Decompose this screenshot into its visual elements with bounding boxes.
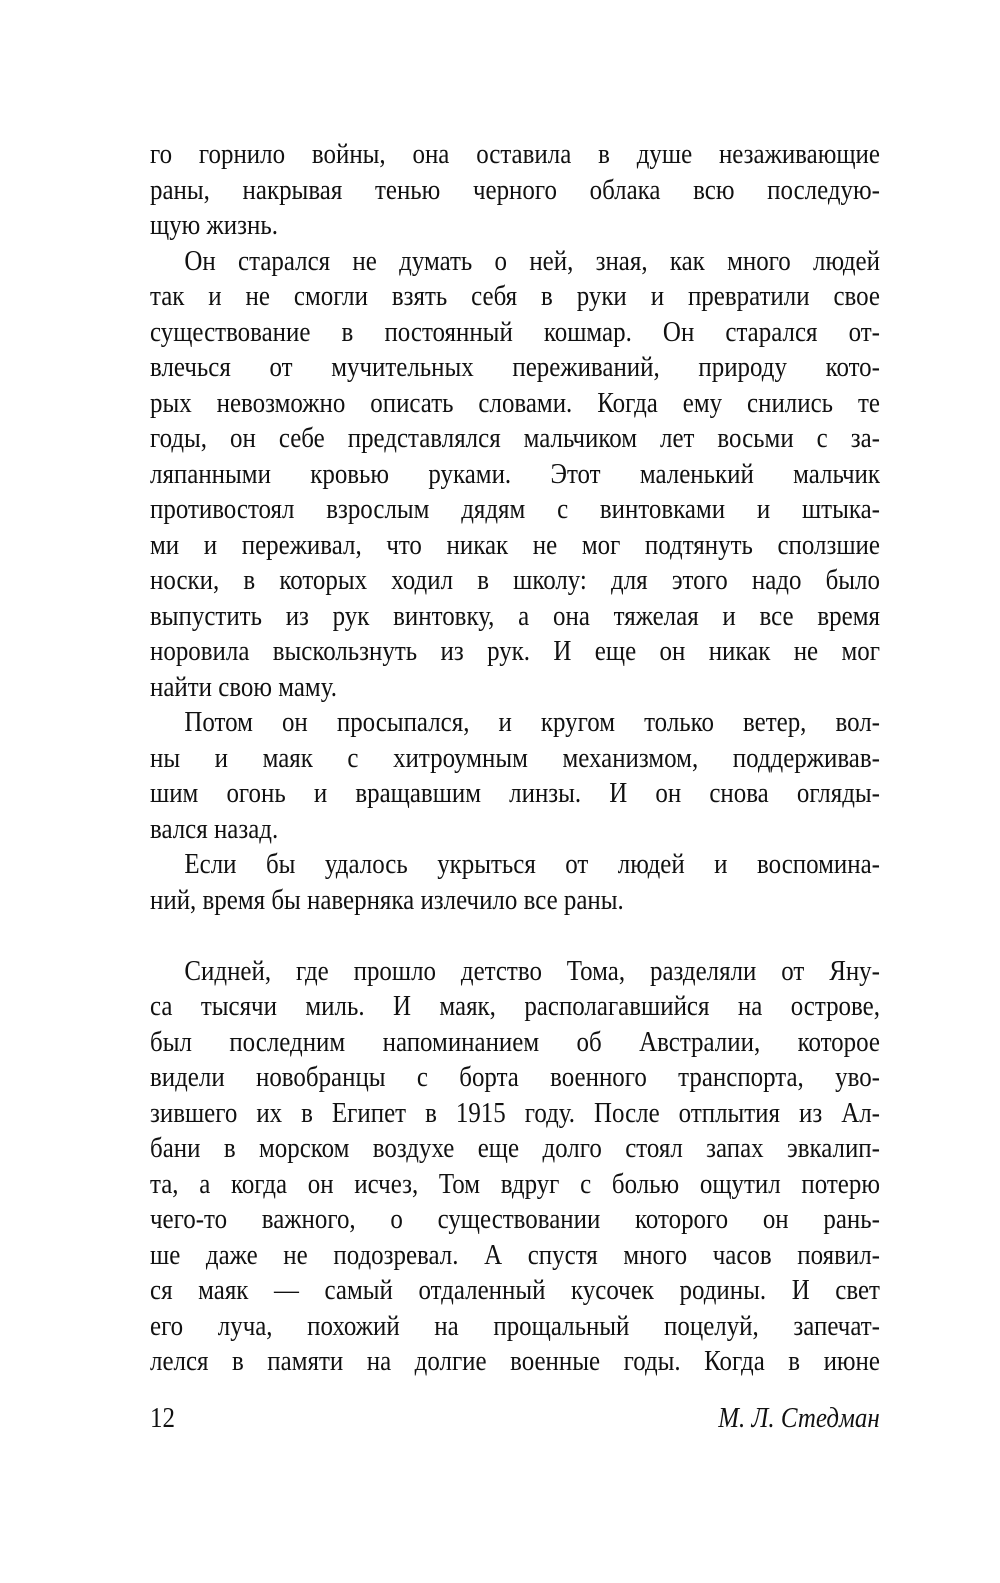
text-line: ляпанными кровью руками. Этот маленький мальчик <box>150 457 880 490</box>
text-line: рых невозможно описать словами. Когда ему снились те <box>150 386 880 419</box>
text-line: та, а когда он исчез, Том вдруг с болью ощутил потерю <box>150 1167 880 1200</box>
text-line: чего-то важного, о существовании которого он рань- <box>150 1203 880 1235</box>
text-line: зившего их в Египет в 1915 году. После отплытия из Ал- <box>150 1096 880 1129</box>
text-line: был последним напоминанием об Австралии, которое <box>150 1025 880 1058</box>
text-line: го горнило войны, она оставила в душе незаживающие <box>150 138 880 170</box>
text-line: ми и переживал, что никак не мог подтянуть сползшие <box>150 528 880 561</box>
text-line: выпустить из рук винтовку, а она тяжелая и все время <box>150 599 880 632</box>
text-line: существование в постоянный кошмар. Он старался от- <box>150 315 880 348</box>
page-body <box>150 137 880 1380</box>
page-number: 12 <box>150 1402 175 1434</box>
text-line: влечься от мучительных переживаний, природу кото- <box>150 351 880 383</box>
text-line: его луча, похожий на прощальный поцелуй, запечат- <box>150 1309 880 1342</box>
text-line: раны, накрывая тенью черного облака всю последую- <box>150 173 880 206</box>
text-line: лелся в памяти на долгие военные годы. Когда в июне <box>150 1345 880 1377</box>
paragraph-first-line: Потом он просыпался, и кругом только ветер, вол- <box>184 706 880 738</box>
text-line: вался назад. <box>150 812 279 845</box>
text-line: щую жизнь. <box>150 209 278 241</box>
text-line: бани в морском воздухе еще долго стоял запах эвкалип- <box>150 1132 880 1164</box>
text-line: найти свою маму. <box>150 670 337 703</box>
text-line: противостоял взрослым дядям с винтовками и штыка- <box>150 493 880 525</box>
text-line: так и не смогли взять себя в руки и превратили свое <box>150 280 880 312</box>
section-break <box>150 918 880 954</box>
paragraph-first-line: Он старался не думать о ней, зная, как много людей <box>184 244 880 277</box>
page-footer <box>150 1402 880 1442</box>
text-line: ше даже не подозревал. А спустя много часов появил- <box>150 1238 880 1271</box>
author-running-head: М. Л. Стедман <box>718 1402 880 1434</box>
text-line: ны и маяк с хитроумным механизмом, поддерживав- <box>150 741 880 774</box>
paragraph-first-line: Сидней, где прошло детство Тома, разделяли от Яну- <box>184 954 880 987</box>
text-line: видели новобранцы с борта военного транспорта, уво- <box>150 1061 880 1093</box>
text-line: носки, в которых ходил в школу: для этого надо было <box>150 564 880 596</box>
text-line: са тысячи миль. И маяк, располагавшийся на острове, <box>150 990 880 1022</box>
paragraph-first-line: Если бы удалось укрыться от людей и воспомина- <box>184 848 880 880</box>
text-line: норовила выскользнуть из рук. И еще он никак не мог <box>150 635 880 667</box>
text-line: годы, он себе представлялся мальчиком лет восьми с за- <box>150 422 880 454</box>
text-line: шим огонь и вращавшим линзы. И он снова огляды- <box>150 777 880 809</box>
text-line: ся маяк — самый отдаленный кусочек родины. И свет <box>150 1274 880 1306</box>
text-line: ний, время бы наверняка излечило все раны. <box>150 883 624 916</box>
